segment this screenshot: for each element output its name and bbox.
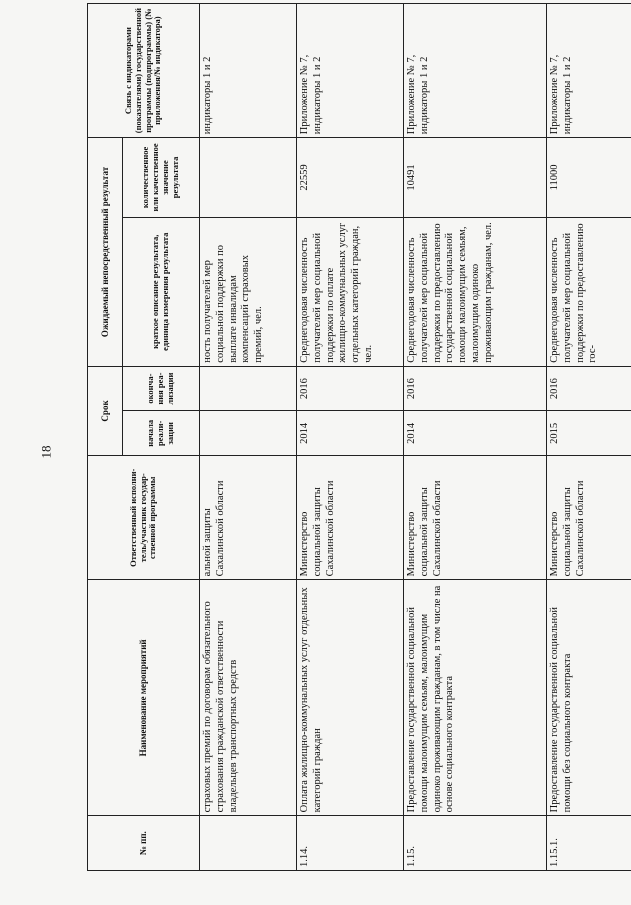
cell-desc: Среднегодовая численность получателей мер социальной поддержки по предоставлению гос- [547, 217, 631, 366]
cell-link: Приложение № 7, индикаторы 1 и 2 [547, 4, 631, 138]
cell-num: 1.15. [404, 816, 547, 871]
cell-executor: Министерство социальной защиты Сахалинской области [297, 456, 404, 580]
cell-start: 2014 [404, 411, 547, 456]
cell-desc: ность получателей мер социальной поддержки по выплате инвалидам компенсаций страховых премий, чел. [200, 217, 297, 366]
cell-qty [200, 138, 297, 217]
header-name: Наименование мероприятий [88, 580, 200, 816]
header-term-end: оконча-ния реа-лизации [123, 366, 200, 411]
cell-name: Предоставление государственной социальной помощи без социального контракта [547, 580, 631, 816]
cell-link: Приложение № 7, индикаторы 1 и 2 [404, 4, 547, 138]
cell-num: 1.15.1. [547, 816, 631, 871]
page-number: 18 [38, 445, 54, 459]
table-row [404, 4, 547, 871]
header-result-qty: количественное или качественное значение результата [123, 138, 200, 217]
cell-qty: 22559 [297, 138, 404, 217]
cell-end: 2016 [404, 366, 547, 411]
cell-num: 1.14. [297, 816, 404, 871]
cell-qty: 11000 [547, 138, 631, 217]
cell-end: 2016 [547, 366, 631, 411]
cell-name: Предоставление государственной социальной помощи малоимущим семьям, малоимущим одиноко проживающим гражданам, в том числе на основе социального контракта [404, 580, 547, 816]
header-term-start: начала реали-зации [123, 411, 200, 456]
header-num: № пп. [88, 816, 200, 871]
cell-qty: 10491 [404, 138, 547, 217]
cell-link: Приложение № 7, индикаторы 1 и 2 [297, 4, 404, 138]
header-term: Срок [88, 366, 123, 455]
measures-table [87, 3, 631, 871]
header-executor: Ответственный исполни-тель/участник государ-ственной программы [88, 456, 200, 580]
document-sheet [87, 0, 607, 899]
cell-desc: Среднегодовая численность получателей мер социальной поддержки по оплате жилищно-коммунальных услуг отдельных категорий граждан, чел. [297, 217, 404, 366]
table-row [200, 4, 297, 871]
header-result-desc: краткое описание результата, единица измерения результата [123, 217, 200, 366]
cell-link: индикаторы 1 и 2 [200, 4, 297, 138]
cell-executor: Министерство социальной защиты Сахалинской области [547, 456, 631, 580]
cell-name: страховых премий по договорам обязательного страхования гражданской ответственности владельцев транспортных средств [200, 580, 297, 816]
header-link: Связь с индикаторами (показателями) государственной программы (подпрограммы) (№ приложения/№ индикатора) [88, 4, 200, 138]
table-row [297, 4, 404, 871]
cell-executor: Министерство социальной защиты Сахалинской области [404, 456, 547, 580]
header-result: Ожидаемый непосредственный результат [88, 138, 123, 367]
cell-desc: Среднегодовая численность получателей мер социальной поддержки по предоставлению государственной социальной помощи малоимущим семьям, малоимущим одиноко проживающим гражданам, чел. [404, 217, 547, 366]
cell-name: Оплата жилищно-коммунальных услуг отдельных категорий граждан [297, 580, 404, 816]
cell-end [200, 366, 297, 411]
table-row [547, 4, 631, 871]
cell-executor: альной защиты Сахалинской области [200, 456, 297, 580]
table-header-row [88, 4, 123, 871]
cell-num [200, 816, 297, 871]
cell-start: 2014 [297, 411, 404, 456]
cell-start: 2015 [547, 411, 631, 456]
cell-start [200, 411, 297, 456]
cell-end: 2016 [297, 366, 404, 411]
